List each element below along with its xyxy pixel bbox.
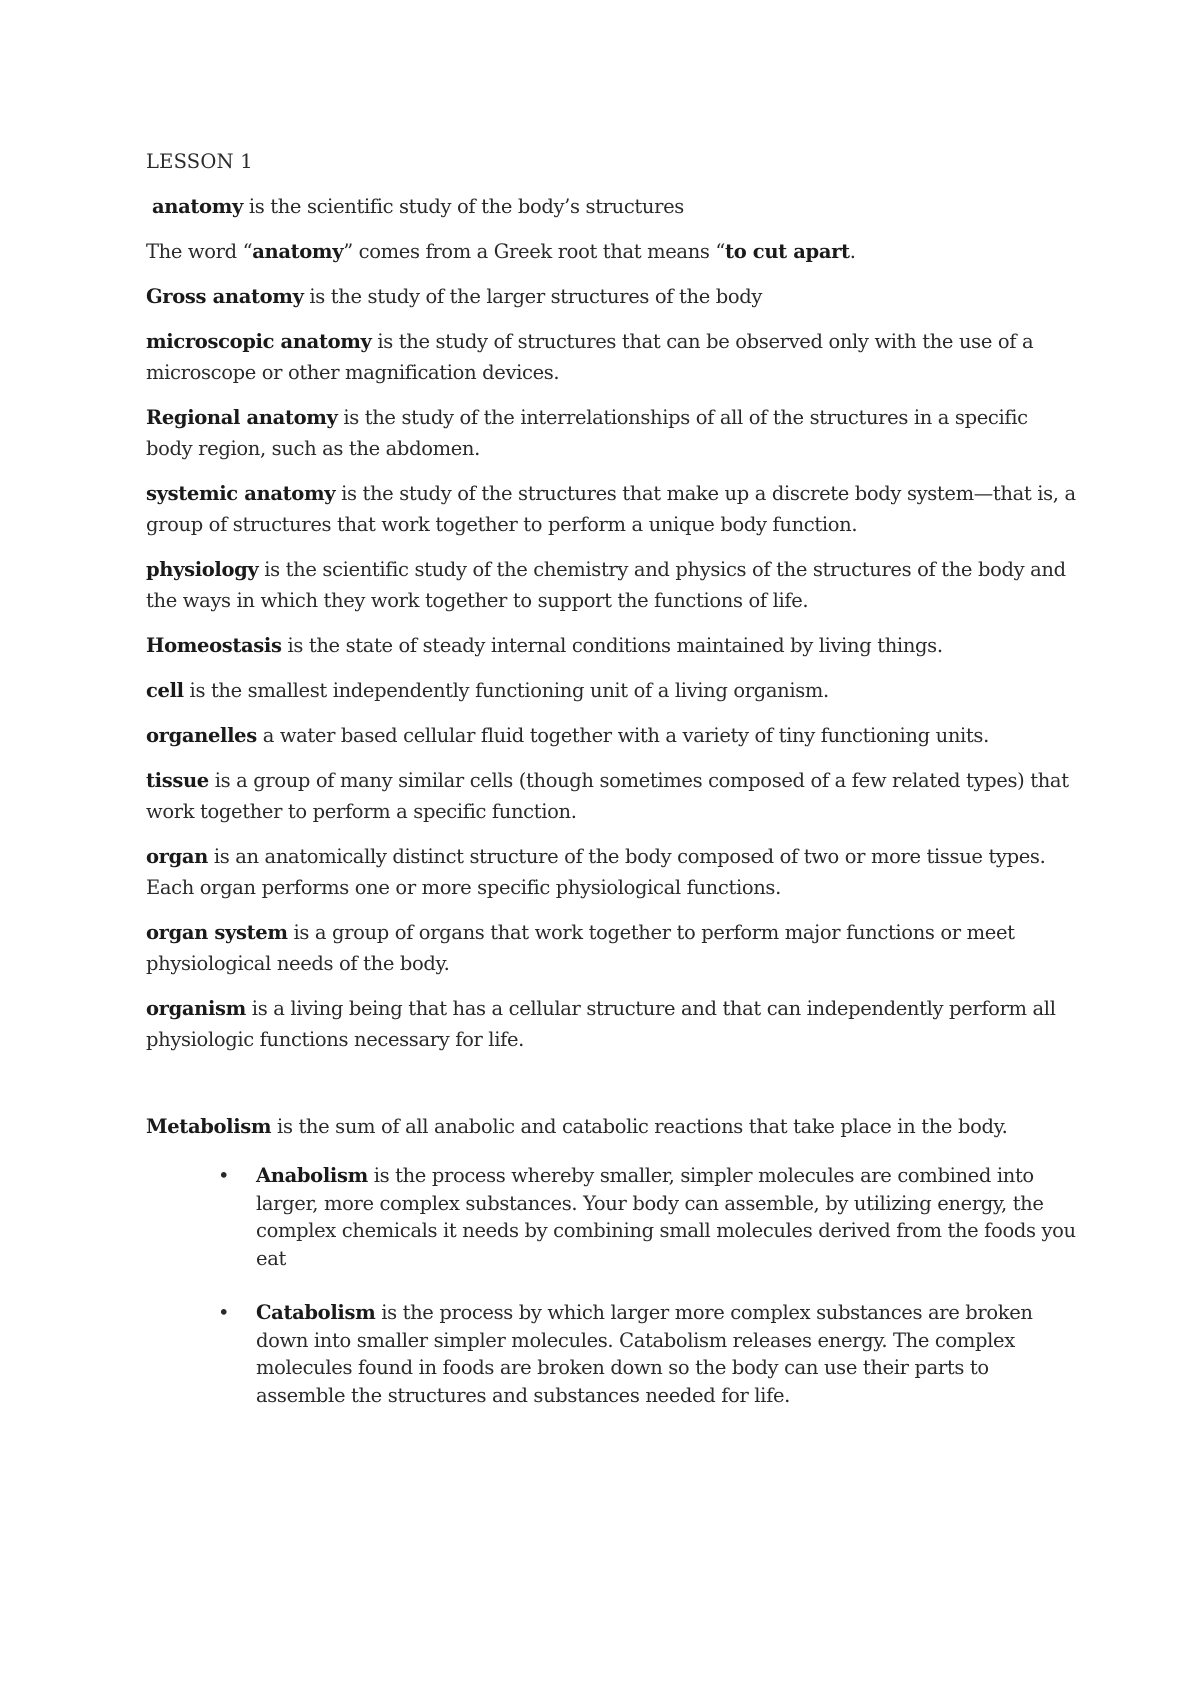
- term: Metabolism: [146, 1115, 272, 1138]
- bullet-icon: •: [218, 1301, 230, 1324]
- definition-text: is the scientific study of the body’s structures: [242, 195, 684, 218]
- term: Gross anatomy: [146, 285, 304, 308]
- definition-cell: [146, 675, 1076, 706]
- definition-physiology: [146, 554, 1076, 616]
- definition-tissue: [146, 765, 1076, 827]
- term: Anabolism: [256, 1164, 368, 1187]
- list-item-anabolism: [146, 1162, 1076, 1272]
- term: organism: [146, 997, 246, 1020]
- anatomy-etymology: [146, 236, 1076, 267]
- document-body: [146, 146, 1076, 1436]
- term: organ: [146, 845, 208, 868]
- definition-text: is an anatomically distinct structure of the body composed of two or more tissue types. Each organ performs one or more specific physiological functions.: [146, 845, 1046, 899]
- definition-text: is the study of the interrelationships of all of the structures in a specific body region, such as the abdomen.: [146, 406, 1028, 460]
- term: microscopic anatomy: [146, 330, 372, 353]
- term: Homeostasis: [146, 634, 282, 657]
- definition-regional-anatomy: [146, 402, 1076, 464]
- definition-text: is the study of the larger structures of the body: [303, 285, 763, 308]
- metabolism-bullet-list: [146, 1162, 1076, 1409]
- definition-metabolism: [146, 1111, 1076, 1142]
- definition-organelles: [146, 720, 1076, 751]
- blank-line: [146, 1069, 1076, 1111]
- definition-organ-system: [146, 917, 1076, 979]
- definition-text: a water based cellular fluid together with a variety of tiny functioning units.: [256, 724, 989, 747]
- definition-organ: [146, 841, 1076, 903]
- term: cell: [146, 679, 184, 702]
- definition-gross-anatomy: [146, 281, 1076, 312]
- bullet-icon: •: [218, 1164, 230, 1187]
- term: systemic anatomy: [146, 482, 336, 505]
- definition-text: is the state of steady internal conditions maintained by living things.: [281, 634, 943, 657]
- definition-text: is the smallest independently functioning unit of a living organism.: [183, 679, 829, 702]
- definition-anatomy: [146, 191, 1076, 222]
- term: organ system: [146, 921, 288, 944]
- definition-text: is a living being that has a cellular structure and that can independently perform all physiologic functions necessary for life.: [146, 997, 1056, 1051]
- definition-systemic-anatomy: [146, 478, 1076, 540]
- term: Regional anatomy: [146, 406, 338, 429]
- definition-text: is the study of structures that can be observed only with the use of a microscope or other magnification devices.: [146, 330, 1034, 384]
- term: Catabolism: [256, 1301, 376, 1324]
- term: organelles: [146, 724, 257, 747]
- definition-microscopic-anatomy: [146, 326, 1076, 388]
- term: tissue: [146, 769, 209, 792]
- term: anatomy: [252, 240, 344, 263]
- text-segment: The word “: [146, 240, 253, 263]
- definition-text: is the study of the structures that make up a discrete body system—that is, a group of structures that work together to perform a unique body function.: [146, 482, 1076, 536]
- definition-homeostasis: [146, 630, 1076, 661]
- definition-text: is a group of organs that work together to perform major functions or meet physiological needs of the body.: [146, 921, 1015, 975]
- definition-text: is the scientific study of the chemistry and physics of the structures of the body and the ways in which they work together to support the functions of life.: [146, 558, 1066, 612]
- text-segment: .: [849, 240, 856, 263]
- lesson-title: LESSON 1: [146, 150, 253, 173]
- term: physiology: [146, 558, 259, 581]
- definition-text: is the process by which larger more complex substances are broken down into smaller simpler molecules. Catabolism releases energy. The complex molecules found in foods are broken down so the body can use their parts to assemble the structures and substances needed for life.: [256, 1301, 1033, 1407]
- definition-organism: [146, 993, 1076, 1055]
- definition-text: is the process whereby smaller, simpler molecules are combined into larger, more complex substances. Your body can assemble, by utilizing energy, the complex chemicals it needs by combining small molecules derived from the foods you eat: [256, 1164, 1076, 1270]
- term: anatomy: [152, 195, 243, 218]
- definition-text: is a group of many similar cells (though sometimes composed of a few related types) that work together to perform a specific function.: [146, 769, 1069, 823]
- term: to cut apart: [725, 240, 850, 263]
- definition-text: is the sum of all anabolic and catabolic reactions that take place in the body.: [271, 1115, 1008, 1138]
- text-segment: ” comes from a Greek root that means “: [343, 240, 726, 263]
- list-item-catabolism: [146, 1299, 1076, 1409]
